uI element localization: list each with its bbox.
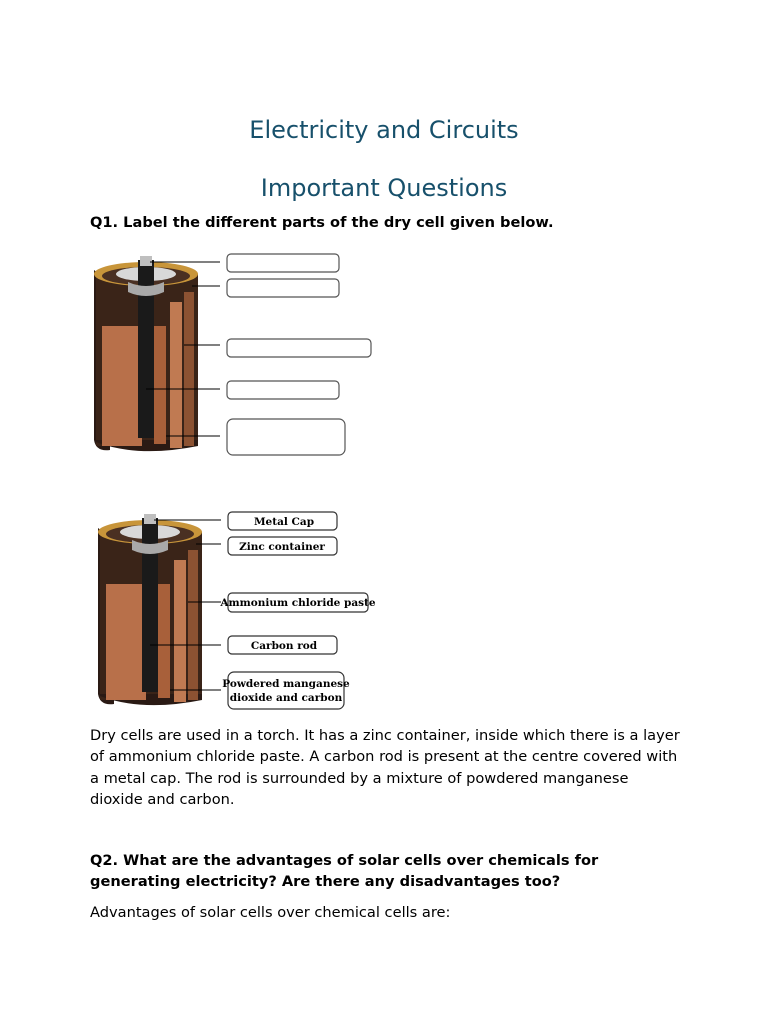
label-ammonium-chloride-paste: Ammonium chloride paste bbox=[220, 597, 376, 609]
label-manganese-line1: Powdered manganese bbox=[222, 678, 350, 690]
blank-label-box bbox=[227, 339, 371, 357]
label-zinc-container: Zinc container bbox=[239, 541, 325, 553]
blank-label-box bbox=[227, 419, 345, 455]
label-carbon-rod: Carbon rod bbox=[250, 640, 318, 652]
page-title: Electricity and Circuits bbox=[249, 116, 519, 144]
dry-cell-diagram-blank bbox=[88, 252, 378, 462]
page-subtitle: Important Questions bbox=[260, 174, 508, 202]
blank-label-box bbox=[227, 254, 339, 272]
dry-cell-illustration bbox=[94, 256, 198, 451]
question-1: Q1. Label the different parts of the dry cell given below. bbox=[90, 214, 554, 231]
blank-label-box bbox=[227, 279, 339, 297]
answer-2-intro: Advantages of solar cells over chemical cells are: bbox=[90, 904, 451, 921]
question-2: Q2. What are the advantages of solar cells over chemicals for generating electricity? Are there any disadvantages too? bbox=[90, 852, 599, 890]
dry-cell-illustration bbox=[98, 514, 202, 705]
answer-1: Dry cells are used in a torch. It has a zinc container, inside which there is a layer of ammonium chloride paste. A carbon rod is present at the centre covered with a metal cap. The rod is surrounded by a mixture of powdered manganese dioxide and carbon. bbox=[90, 727, 680, 808]
label-metal-cap: Metal Cap bbox=[253, 516, 315, 528]
dry-cell-diagram-labeled bbox=[88, 510, 378, 715]
blank-label-box bbox=[227, 381, 339, 399]
label-manganese-line2: dioxide and carbon bbox=[229, 692, 343, 704]
